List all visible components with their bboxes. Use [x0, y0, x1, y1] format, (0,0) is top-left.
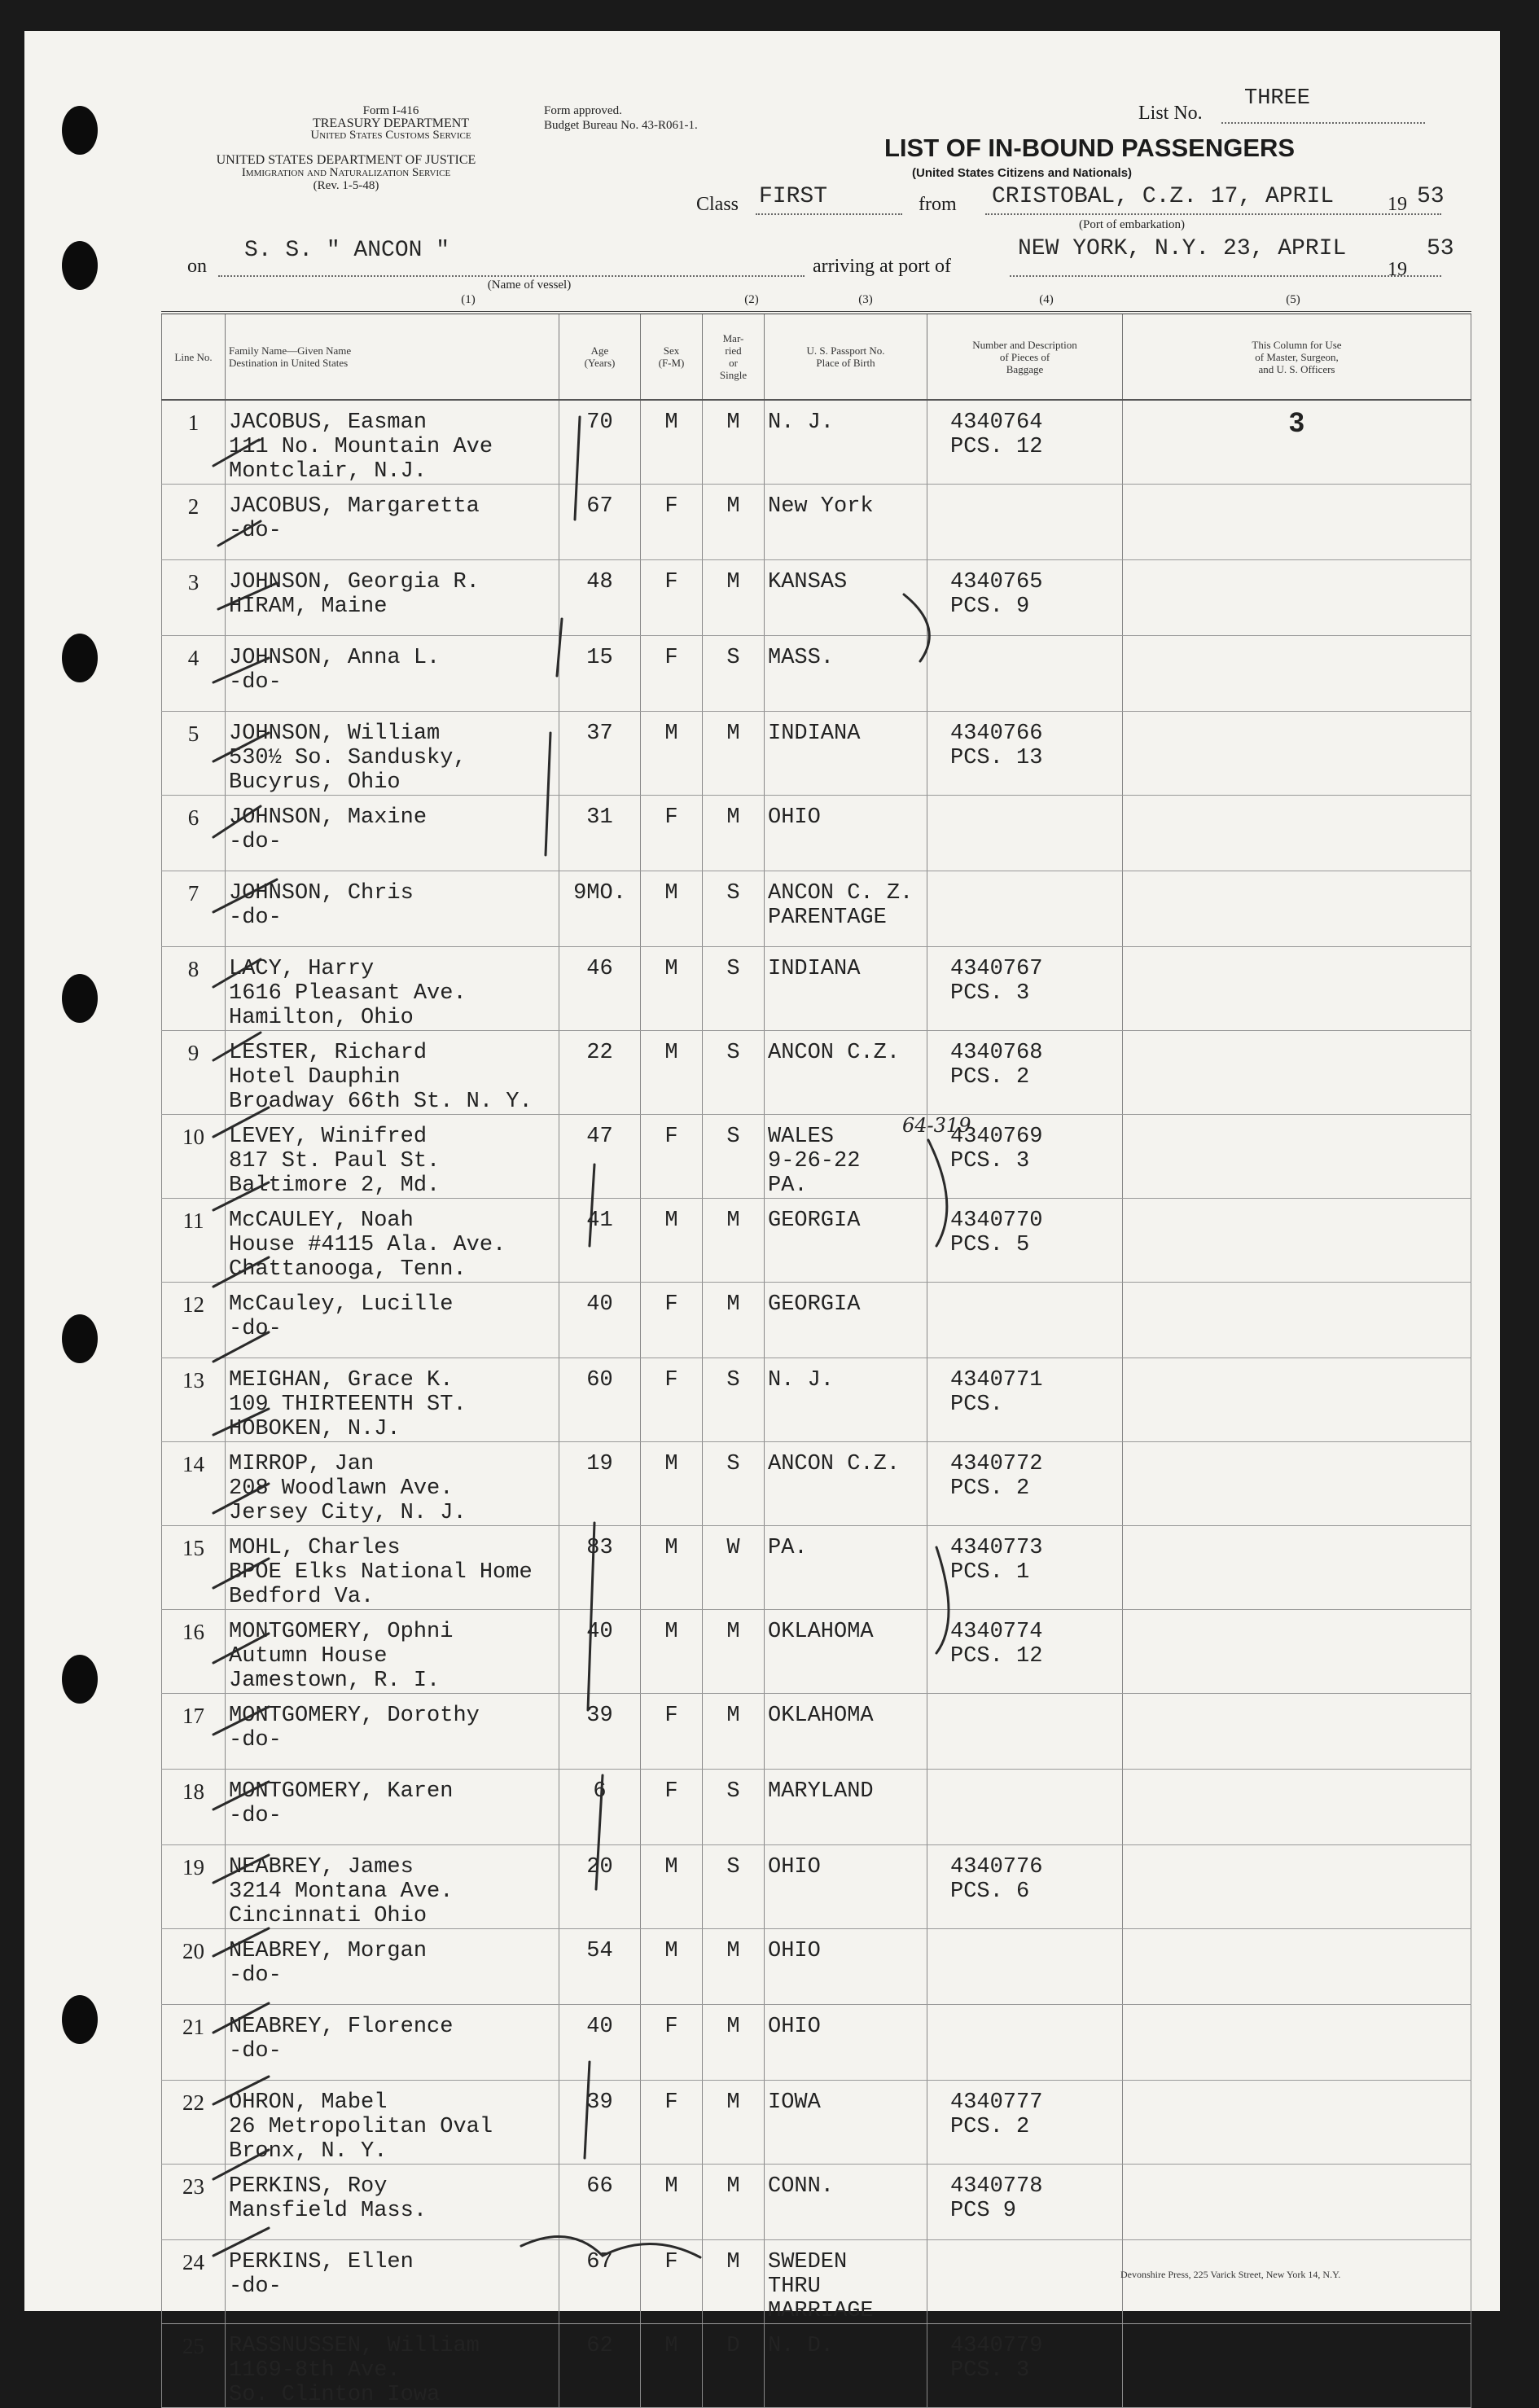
line-number-cell: 17: [162, 1694, 226, 1770]
age-cell: 20: [559, 1845, 641, 1929]
sex-cell: M: [641, 1526, 703, 1610]
form-revision: (Rev. 1-5-48): [313, 179, 379, 192]
marital-cell: S: [703, 1442, 765, 1526]
age-cell: 60: [559, 1358, 641, 1442]
line-number-cell: 18: [162, 1770, 226, 1845]
age-cell: 15: [559, 636, 641, 712]
line-number-cell: 6: [162, 796, 226, 871]
birthplace-cell: OHIO: [765, 1845, 927, 1929]
table-row: [162, 1358, 1471, 1442]
birthplace-cell: OKLAHOMA: [765, 1694, 927, 1770]
marital-cell: S: [703, 947, 765, 1031]
column-number-1: (1): [461, 293, 476, 306]
name-destination-cell: JOHNSON, Anna L. -do-: [226, 636, 559, 712]
sex-cell: M: [641, 947, 703, 1031]
baggage-cell: 4340767 PCS. 3: [927, 947, 1123, 1031]
officer-cell: [1123, 2240, 1471, 2324]
sex-cell: F: [641, 1694, 703, 1770]
sex-cell: M: [641, 1199, 703, 1283]
officer-cell: [1123, 485, 1471, 560]
name-destination-cell: JOHNSON, Chris -do-: [226, 871, 559, 947]
name-destination-cell: RASSNUSSEN, William 1169-8th Ave. So. Clinton Iowa: [226, 2324, 559, 2408]
table-row: [162, 1694, 1471, 1770]
column-number-4: (4): [1039, 293, 1054, 306]
name-destination-cell: OHRON, Mabel 26 Metropolitan Oval Bronx, N. Y.: [226, 2081, 559, 2165]
age-cell: 83: [559, 1526, 641, 1610]
table-row: [162, 1442, 1471, 1526]
marital-cell: M: [703, 1694, 765, 1770]
from-label: from: [919, 194, 957, 215]
sex-cell: F: [641, 485, 703, 560]
arrival-year-prefix: 19: [1388, 259, 1407, 280]
baggage-cell: 4340771 PCS.: [927, 1358, 1123, 1442]
marital-cell: S: [703, 1115, 765, 1199]
punch-hole: [62, 1655, 98, 1704]
baggage-cell: 4340774 PCS. 12: [927, 1610, 1123, 1694]
baggage-cell: 4340779 PCS. 3: [927, 2324, 1123, 2408]
sex-cell: M: [641, 1845, 703, 1929]
age-cell: 48: [559, 560, 641, 636]
name-destination-cell: PERKINS, Ellen -do-: [226, 2240, 559, 2324]
officer-cell: [1123, 2005, 1471, 2081]
table-row: [162, 1031, 1471, 1115]
line-number-cell: 5: [162, 712, 226, 796]
col-header-name: Family Name—Given Name Destination in United States: [226, 313, 559, 400]
age-cell: 39: [559, 2081, 641, 2165]
form-approved: Form approved.: [544, 104, 622, 117]
baggage-cell: 4340764 PCS. 12: [927, 400, 1123, 485]
officer-cell: [1123, 560, 1471, 636]
sex-cell: F: [641, 2081, 703, 2165]
marital-cell: M: [703, 485, 765, 560]
line-number-cell: 11: [162, 1199, 226, 1283]
officer-cell: [1123, 712, 1471, 796]
officer-cell: [1123, 1929, 1471, 2005]
birthplace-cell: MARYLAND: [765, 1770, 927, 1845]
officer-cell: [1123, 1199, 1471, 1283]
officer-cell: 3: [1123, 400, 1471, 485]
column-number-2: (2): [744, 293, 759, 306]
arrival-year: 53: [1427, 236, 1454, 261]
age-cell: 19: [559, 1442, 641, 1526]
name-destination-cell: MONTGOMERY, Ophni Autumn House Jamestown, R. I.: [226, 1610, 559, 1694]
year-prefix: 19: [1388, 194, 1407, 215]
table-row: [162, 560, 1471, 636]
line-number-cell: 8: [162, 947, 226, 1031]
line-number-cell: 7: [162, 871, 226, 947]
on-label: on: [187, 256, 207, 277]
age-cell: 41: [559, 1199, 641, 1283]
embarkation-value: CRISTOBAL, C.Z. 17, APRIL: [992, 184, 1335, 209]
officer-cell: [1123, 947, 1471, 1031]
name-destination-cell: McCAULEY, Noah House #4115 Ala. Ave. Chattanooga, Tenn.: [226, 1199, 559, 1283]
printer-credit: Devonshire Press, 225 Varick Street, New York 14, N.Y.: [1120, 2269, 1341, 2280]
line-number-cell: 13: [162, 1358, 226, 1442]
officer-cell: [1123, 1115, 1471, 1199]
class-value: FIRST: [759, 184, 828, 209]
birthplace-cell: KANSAS: [765, 560, 927, 636]
birthplace-cell: N. J.: [765, 1358, 927, 1442]
column-number-5: (5): [1286, 293, 1300, 306]
table-row: [162, 1283, 1471, 1358]
birthplace-cell: ANCON C. Z. PARENTAGE: [765, 871, 927, 947]
baggage-cell: [927, 871, 1123, 947]
page-title: LIST OF IN-BOUND PASSENGERS: [884, 134, 1296, 162]
age-cell: 66: [559, 2165, 641, 2240]
officer-cell: [1123, 2165, 1471, 2240]
baggage-cell: 4340765 PCS. 9: [927, 560, 1123, 636]
line-number-cell: 1: [162, 400, 226, 485]
line-number-cell: 10: [162, 1115, 226, 1199]
line-number-cell: 3: [162, 560, 226, 636]
officer-cell: [1123, 1442, 1471, 1526]
age-cell: 46: [559, 947, 641, 1031]
marital-cell: D: [703, 2324, 765, 2408]
sex-cell: F: [641, 2240, 703, 2324]
marital-cell: S: [703, 1358, 765, 1442]
birthplace-cell: INDIANA: [765, 947, 927, 1031]
table-row: [162, 947, 1471, 1031]
vessel-name: S. S. " ANCON ": [244, 238, 450, 263]
line-number-cell: 20: [162, 1929, 226, 2005]
sex-cell: F: [641, 636, 703, 712]
marital-cell: M: [703, 2005, 765, 2081]
marital-cell: M: [703, 1929, 765, 2005]
table-row: [162, 1199, 1471, 1283]
name-destination-cell: LESTER, Richard Hotel Dauphin Broadway 66th St. N. Y.: [226, 1031, 559, 1115]
sex-cell: M: [641, 1610, 703, 1694]
baggage-cell: [927, 485, 1123, 560]
baggage-cell: 4340772 PCS. 2: [927, 1442, 1123, 1526]
table-row: [162, 1610, 1471, 1694]
list-no-label: List No.: [1138, 103, 1203, 124]
age-cell: 62: [559, 2324, 641, 2408]
table-row: [162, 2081, 1471, 2165]
officer-cell: [1123, 1770, 1471, 1845]
birthplace-cell: SWEDEN THRU MARRIAGE: [765, 2240, 927, 2324]
officer-cell: [1123, 871, 1471, 947]
birthplace-cell: OHIO: [765, 2005, 927, 2081]
marital-cell: S: [703, 1770, 765, 1845]
age-cell: 37: [559, 712, 641, 796]
punch-hole: [62, 106, 98, 155]
embark-year: 53: [1417, 184, 1445, 209]
marital-cell: S: [703, 636, 765, 712]
arriving-label: arriving at port of: [813, 256, 951, 277]
sex-cell: F: [641, 796, 703, 871]
line-number-cell: 16: [162, 1610, 226, 1694]
customs-service: United States Customs Service: [310, 129, 471, 142]
name-destination-cell: McCauley, Lucille -do-: [226, 1283, 559, 1358]
birthplace-cell: ANCON C.Z.: [765, 1442, 927, 1526]
baggage-cell: [927, 1283, 1123, 1358]
marital-cell: M: [703, 1199, 765, 1283]
class-label: Class: [696, 194, 739, 215]
punch-hole: [62, 241, 98, 290]
sex-cell: F: [641, 1115, 703, 1199]
line-number-cell: 15: [162, 1526, 226, 1610]
marital-cell: S: [703, 1845, 765, 1929]
baggage-cell: 4340769 PCS. 3: [927, 1115, 1123, 1199]
punch-hole: [62, 1995, 98, 2044]
birthplace-cell: GEORGIA: [765, 1199, 927, 1283]
sex-cell: M: [641, 712, 703, 796]
age-cell: 40: [559, 2005, 641, 2081]
marital-cell: M: [703, 2165, 765, 2240]
col-header-married: Mar- ried or Single: [703, 313, 765, 400]
birthplace-cell: OHIO: [765, 796, 927, 871]
line-number-cell: 23: [162, 2165, 226, 2240]
baggage-cell: 4340768 PCS. 2: [927, 1031, 1123, 1115]
age-cell: 31: [559, 796, 641, 871]
baggage-cell: 4340778 PCS 9: [927, 2165, 1123, 2240]
line-number-cell: 14: [162, 1442, 226, 1526]
table-row: [162, 712, 1471, 796]
table-row: [162, 871, 1471, 947]
table-header-row: [162, 313, 1471, 400]
name-destination-cell: MIRROP, Jan 208 Woodlawn Ave. Jersey City, N. J.: [226, 1442, 559, 1526]
birthplace-cell: WALES 9-26-22 PA.: [765, 1115, 927, 1199]
ins-service: Immigration and Naturalization Service: [241, 166, 451, 179]
marital-cell: M: [703, 2081, 765, 2165]
table-row: [162, 2165, 1471, 2240]
officer-cell: [1123, 1031, 1471, 1115]
birthplace-cell: CONN.: [765, 2165, 927, 2240]
baggage-cell: 4340776 PCS. 6: [927, 1845, 1123, 1929]
officer-cell: [1123, 1610, 1471, 1694]
officer-cell: [1123, 796, 1471, 871]
age-cell: 40: [559, 1610, 641, 1694]
name-destination-cell: MONTGOMERY, Karen -do-: [226, 1770, 559, 1845]
table-row: [162, 2005, 1471, 2081]
name-destination-cell: JACOBUS, Easman 111 No. Mountain Ave Montclair, N.J.: [226, 400, 559, 485]
col-header-sex: Sex (F-M): [641, 313, 703, 400]
name-destination-cell: NEABREY, Morgan -do-: [226, 1929, 559, 2005]
punch-hole: [62, 1314, 98, 1363]
officer-cell: [1123, 1845, 1471, 1929]
name-destination-cell: JACOBUS, Margaretta -do-: [226, 485, 559, 560]
baggage-cell: [927, 1694, 1123, 1770]
officer-cell: [1123, 636, 1471, 712]
age-cell: 70: [559, 400, 641, 485]
birthplace-cell: OKLAHOMA: [765, 1610, 927, 1694]
birthplace-cell: IOWA: [765, 2081, 927, 2165]
line-number-cell: 9: [162, 1031, 226, 1115]
punch-hole: [62, 974, 98, 1023]
line-number-cell: 22: [162, 2081, 226, 2165]
table-row: [162, 1845, 1471, 1929]
baggage-cell: [927, 796, 1123, 871]
name-destination-cell: MEIGHAN, Grace K. 109 THIRTEENTH ST. HOBOKEN, N.J.: [226, 1358, 559, 1442]
baggage-cell: [927, 2240, 1123, 2324]
line-number-cell: 19: [162, 1845, 226, 1929]
list-number: THREE: [1244, 86, 1311, 111]
line-number-cell: 25: [162, 2324, 226, 2408]
sex-cell: M: [641, 2324, 703, 2408]
marital-cell: S: [703, 871, 765, 947]
col-header-baggage: Number and Description of Pieces of Baggage: [927, 313, 1123, 400]
name-destination-cell: NEABREY, Florence -do-: [226, 2005, 559, 2081]
marital-cell: M: [703, 1283, 765, 1358]
line-number-cell: 4: [162, 636, 226, 712]
name-destination-cell: MOHL, Charles BPOE Elks National Home Bedford Va.: [226, 1526, 559, 1610]
line-number-cell: 12: [162, 1283, 226, 1358]
marital-cell: S: [703, 1031, 765, 1115]
line-number-cell: 2: [162, 485, 226, 560]
line-number-cell: 21: [162, 2005, 226, 2081]
line-number-cell: 24: [162, 2240, 226, 2324]
treasury-dept: TREASURY DEPARTMENT: [312, 116, 470, 130]
name-destination-cell: JOHNSON, Maxine -do-: [226, 796, 559, 871]
age-cell: 22: [559, 1031, 641, 1115]
passport-annotation: 64-319: [902, 1114, 971, 1137]
sex-cell: M: [641, 1031, 703, 1115]
baggage-cell: [927, 1929, 1123, 2005]
officer-cell: [1123, 1358, 1471, 1442]
table-row: [162, 1115, 1471, 1199]
sex-cell: M: [641, 400, 703, 485]
birthplace-cell: INDIANA: [765, 712, 927, 796]
sex-cell: F: [641, 2005, 703, 2081]
table-row: [162, 1770, 1471, 1845]
name-destination-cell: MONTGOMERY, Dorothy -do-: [226, 1694, 559, 1770]
sex-cell: M: [641, 871, 703, 947]
name-destination-cell: LACY, Harry 1616 Pleasant Ave. Hamilton, Ohio: [226, 947, 559, 1031]
table-row: [162, 796, 1471, 871]
age-cell: 40: [559, 1283, 641, 1358]
marital-cell: M: [703, 560, 765, 636]
sex-cell: M: [641, 1929, 703, 2005]
age-cell: 54: [559, 1929, 641, 2005]
table-row: [162, 1929, 1471, 2005]
punch-hole: [62, 634, 98, 682]
table-row: [162, 2324, 1471, 2408]
officer-cell: [1123, 2081, 1471, 2165]
form-number: Form I-416: [362, 104, 419, 117]
col-header-age: Age (Years): [559, 313, 641, 400]
birthplace-cell: MASS.: [765, 636, 927, 712]
table-row: [162, 1526, 1471, 1610]
col-header-officers: This Column for Use of Master, Surgeon, and U. S. Officers: [1123, 313, 1471, 400]
column-number-3: (3): [858, 293, 873, 306]
age-cell: 67: [559, 485, 641, 560]
baggage-cell: 4340773 PCS. 1: [927, 1526, 1123, 1610]
name-destination-cell: JOHNSON, William 530½ So. Sandusky, Bucyrus, Ohio: [226, 712, 559, 796]
name-destination-cell: JOHNSON, Georgia R. HIRAM, Maine: [226, 560, 559, 636]
budget-bureau: Budget Bureau No. 43-R061-1.: [544, 119, 698, 132]
age-cell: 6: [559, 1770, 641, 1845]
col-header-passport: U. S. Passport No. Place of Birth: [765, 313, 927, 400]
birthplace-cell: OHIO: [765, 1929, 927, 2005]
vessel-note: (Name of vessel): [487, 279, 572, 292]
birthplace-cell: PA.: [765, 1526, 927, 1610]
baggage-cell: [927, 636, 1123, 712]
name-destination-cell: LEVEY, Winifred 817 St. Paul St. Baltimore 2, Md.: [226, 1115, 559, 1199]
officer-cell: [1123, 1694, 1471, 1770]
marital-cell: W: [703, 1526, 765, 1610]
justice-dept: UNITED STATES DEPARTMENT OF JUSTICE: [216, 153, 476, 167]
name-destination-cell: NEABREY, James 3214 Montana Ave. Cincinnati Ohio: [226, 1845, 559, 1929]
sex-cell: F: [641, 1283, 703, 1358]
marital-cell: M: [703, 2240, 765, 2324]
birthplace-cell: GEORGIA: [765, 1283, 927, 1358]
name-destination-cell: PERKINS, Roy Mansfield Mass.: [226, 2165, 559, 2240]
baggage-cell: 4340777 PCS. 2: [927, 2081, 1123, 2165]
sex-cell: F: [641, 1770, 703, 1845]
page-subtitle: (United States Citizens and Nationals): [912, 166, 1133, 180]
sex-cell: F: [641, 1358, 703, 1442]
marital-cell: M: [703, 796, 765, 871]
sex-cell: M: [641, 2165, 703, 2240]
birthplace-cell: N. J.: [765, 400, 927, 485]
passenger-table: [161, 311, 1471, 2408]
marital-cell: M: [703, 400, 765, 485]
marital-cell: M: [703, 1610, 765, 1694]
baggage-cell: [927, 2005, 1123, 2081]
col-header-line: Line No.: [162, 313, 226, 400]
birthplace-cell: New York: [765, 485, 927, 560]
birthplace-cell: ANCON C.Z.: [765, 1031, 927, 1115]
embark-note: (Port of embarkation): [1079, 218, 1185, 231]
marital-cell: M: [703, 712, 765, 796]
baggage-cell: 4340766 PCS. 13: [927, 712, 1123, 796]
table-row: [162, 485, 1471, 560]
officer-cell: [1123, 1283, 1471, 1358]
table-row: [162, 636, 1471, 712]
officer-cell: [1123, 2324, 1471, 2408]
baggage-cell: 4340770 PCS. 5: [927, 1199, 1123, 1283]
baggage-cell: [927, 1770, 1123, 1845]
table-row: [162, 2240, 1471, 2324]
birthplace-cell: N. D.: [765, 2324, 927, 2408]
age-cell: 39: [559, 1694, 641, 1770]
sex-cell: F: [641, 560, 703, 636]
sex-cell: M: [641, 1442, 703, 1526]
officer-cell: [1123, 1526, 1471, 1610]
arrival-port: NEW YORK, N.Y. 23, APRIL: [1018, 236, 1347, 261]
age-cell: 9MO.: [559, 871, 641, 947]
age-cell: 67: [559, 2240, 641, 2324]
table-row: [162, 400, 1471, 485]
age-cell: 47: [559, 1115, 641, 1199]
